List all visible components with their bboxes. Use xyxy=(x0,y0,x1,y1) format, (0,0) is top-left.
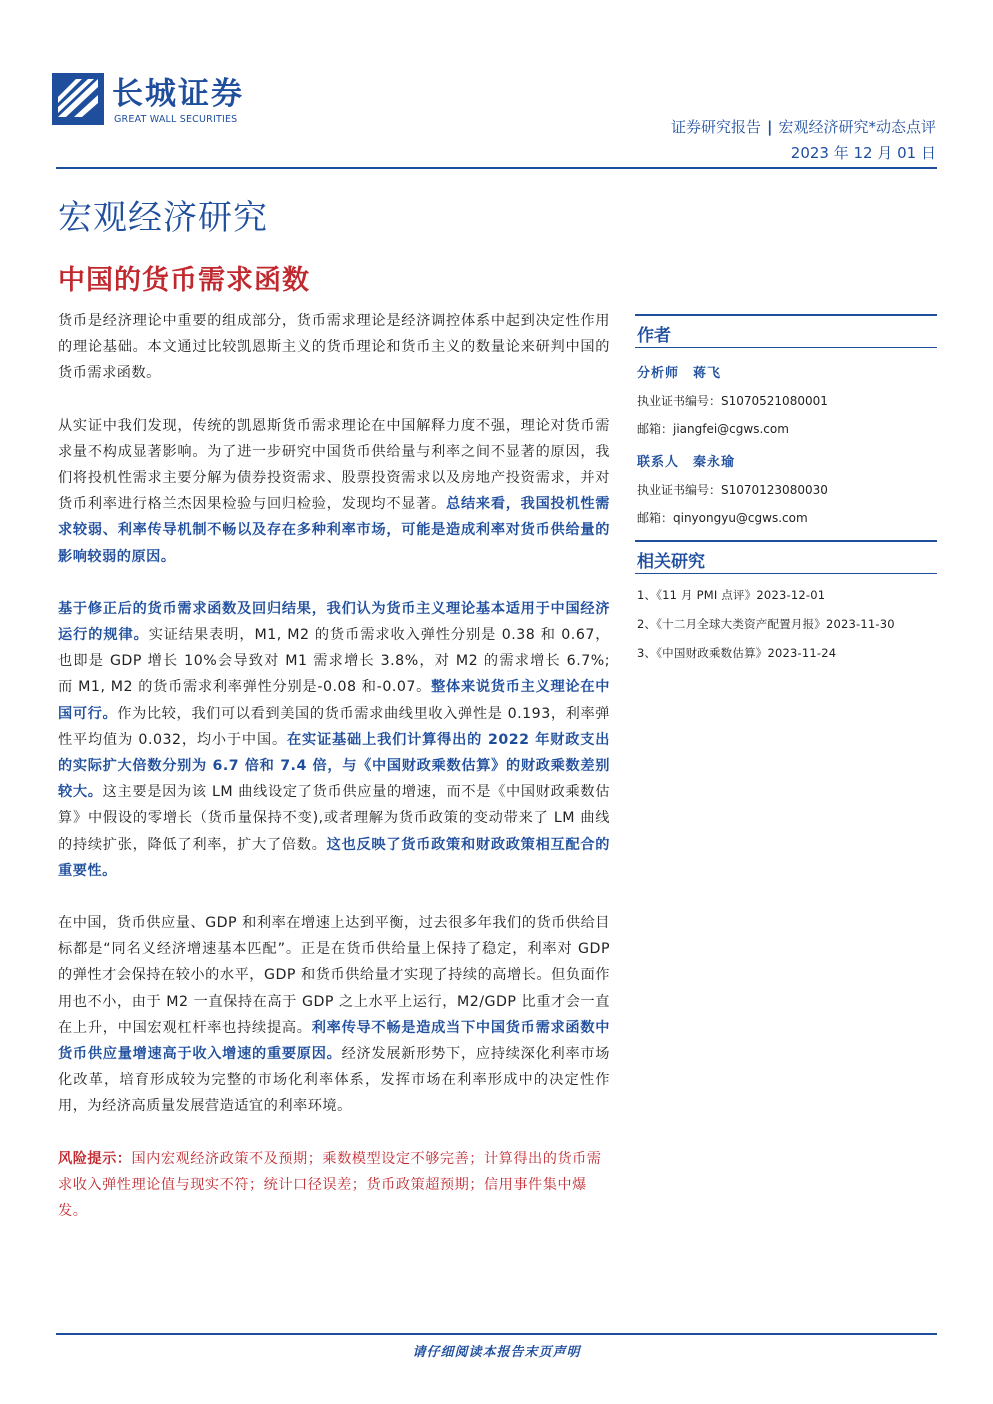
report-category: 宏观经济研究*动态点评 xyxy=(778,118,936,136)
main-body xyxy=(58,308,625,1224)
related-item[interactable]: 1、《11 月 PMI 点评》2023-12-01 xyxy=(637,588,826,602)
related-item[interactable]: 2、《十二月全球大类资产配置月报》2023-11-30 xyxy=(637,617,895,631)
highlight-text: 这也反映了货币政策和财政政策相互配合的重要性。 xyxy=(58,836,610,879)
logo-text-cn: 长城证券 xyxy=(112,76,244,112)
highlight-text: 在实证基础上我们计算得出的 2022 年财政支出的实际扩大倍数分别为 6.7 倍和 7.4 倍，与《中国财政乘数估算》的财政乘数差别较大。 xyxy=(58,731,610,801)
related-heading: 相关研究 xyxy=(637,552,705,572)
section-title: 宏观经济研究 xyxy=(58,198,268,238)
body-text: 这主要是因为该 LM 曲线设定了货币供应量的增速，而不是《中国财政乘数估算》中假设的零增长（货币量保持不变),或者理解为货币政策的变动带来了 LM 曲线的持续扩张，降低了利率，扩大了倍数。 xyxy=(58,784,610,853)
contact-name: 联系人 秦永瑜 xyxy=(637,455,736,470)
body-text: 货币是经济理论中重要的组成部分，货币需求理论是经济调控体系中起到决定性作用的理论基础。本文通过比较凯恩斯主义的货币理论和货币主义的数量论来研判中国的货币需求函数。 xyxy=(58,313,610,382)
risk-label: 风险提示： xyxy=(58,1150,132,1167)
header-divider xyxy=(56,167,937,169)
great-wall-logo-icon xyxy=(52,73,104,125)
report-date: 2023 年 12 月 01 日 xyxy=(790,144,936,162)
authors-heading-rule xyxy=(635,347,937,348)
highlight-text: 整体来说货币主义理论在中国可行。 xyxy=(58,679,610,722)
footer-divider xyxy=(56,1333,937,1335)
report-category-line xyxy=(671,116,936,137)
analyst-email: 邮箱：jiangfei@cgws.com xyxy=(637,422,789,436)
highlight-text: 基于修正后的货币需求函数及回归结果，我们认为货币主义理论基本适用于中国经济运行的规律。 xyxy=(58,600,610,644)
body-text: 作为比较，我们可以看到美国的货币需求曲线里收入弹性是 0.193，利率弹性平均值为 0.032，均小于中国。 xyxy=(58,705,610,748)
body-paragraph xyxy=(58,910,610,1120)
body-paragraph xyxy=(58,413,610,570)
risk-warning xyxy=(58,1146,610,1225)
body-paragraph xyxy=(58,308,610,387)
authors-heading: 作者 xyxy=(637,326,671,346)
highlight-text: 利率传导不畅是造成当下中国货币需求函数中货币供应量增速高于收入增速的重要原因。 xyxy=(58,1019,610,1063)
analyst-name: 分析师 蒋飞 xyxy=(637,366,722,381)
footer-disclaimer: 请仔细阅读本报告末页声明 xyxy=(412,1345,581,1360)
header-separator: | xyxy=(767,118,773,136)
logo-text-en: GREAT WALL SECURITIES xyxy=(114,114,238,125)
paragraph-container xyxy=(58,308,625,1120)
body-text: 在中国，货币供应量、GDP 和利率在增速上达到平衡，过去很多年我们的货币供给目标都是“同名义经济增速基本匹配”。正是在货币供给量上保持了稳定，利率对 GDP 的弹性才会保持在较小的水平，GDP 和货币供给量才实现了持续的高增长。但负面作用也不小，由于 M2 一直保持在高于 GDP 之上水平上运行，M2/GDP 比重才会一直在上升，中国宏观杠杆率也持续提高。 xyxy=(58,915,610,1036)
related-item[interactable]: 3、《中国财政乘数估算》2023-11-24 xyxy=(637,646,837,660)
body-text: 从实证中我们发现，传统的凯恩斯货币需求理论在中国解释力度不强，理论对货币需求量不构成显著影响。为了进一步研究中国货币供给量与利率之间不显著的原因，我们将投机性需求主要分解为债券投资需求、股票投资需求以及房地产投资需求，并对货币利率进行格兰杰因果检验与回归检验，发现均不显著。 xyxy=(58,417,610,513)
risk-text: 国内宏观经济政策不及预期；乘数模型设定不够完善；计算得出的货币需求收入弹性理论值与现实不符；统计口径误差；货币政策超预期；信用事件集中爆发。 xyxy=(58,1150,602,1220)
highlight-text: 总结来看，我国投机性需求较弱、利率传导机制不畅以及存在多种利率市场，可能是造成利率对货币供给量的影响较弱的原因。 xyxy=(58,496,610,565)
body-paragraph xyxy=(58,596,625,884)
body-text: 经济发展新形势下，应持续深化利率市场化改革，培育形成较为完整的市场化利率体系，发挥市场在利率形成中的决定性作用，为经济高质量发展营造适宜的利率环境。 xyxy=(58,1046,610,1115)
report-type: 证券研究报告 xyxy=(670,118,761,136)
report-title: 中国的货币需求函数 xyxy=(58,265,310,296)
contact-email: 邮箱：qinyongyu@cgws.com xyxy=(637,511,808,525)
body-text: 实证结果表明，M1, M2 的货币需求收入弹性分别是 0.38 和 0.67，也即是 GDP 增长 10%会导致对 M1 需求增长 3.8%，对 M2 的需求增长 6.7%; 而 M1, M2 的货币需求利率弹性分别是-0.08 和-0.07。 xyxy=(58,627,625,696)
sidebar xyxy=(635,314,937,661)
related-heading-rule xyxy=(635,573,937,574)
analyst-cert: 执业证书编号：S1070521080001 xyxy=(637,394,828,408)
contact-cert: 执业证书编号：S1070123080030 xyxy=(637,483,828,497)
